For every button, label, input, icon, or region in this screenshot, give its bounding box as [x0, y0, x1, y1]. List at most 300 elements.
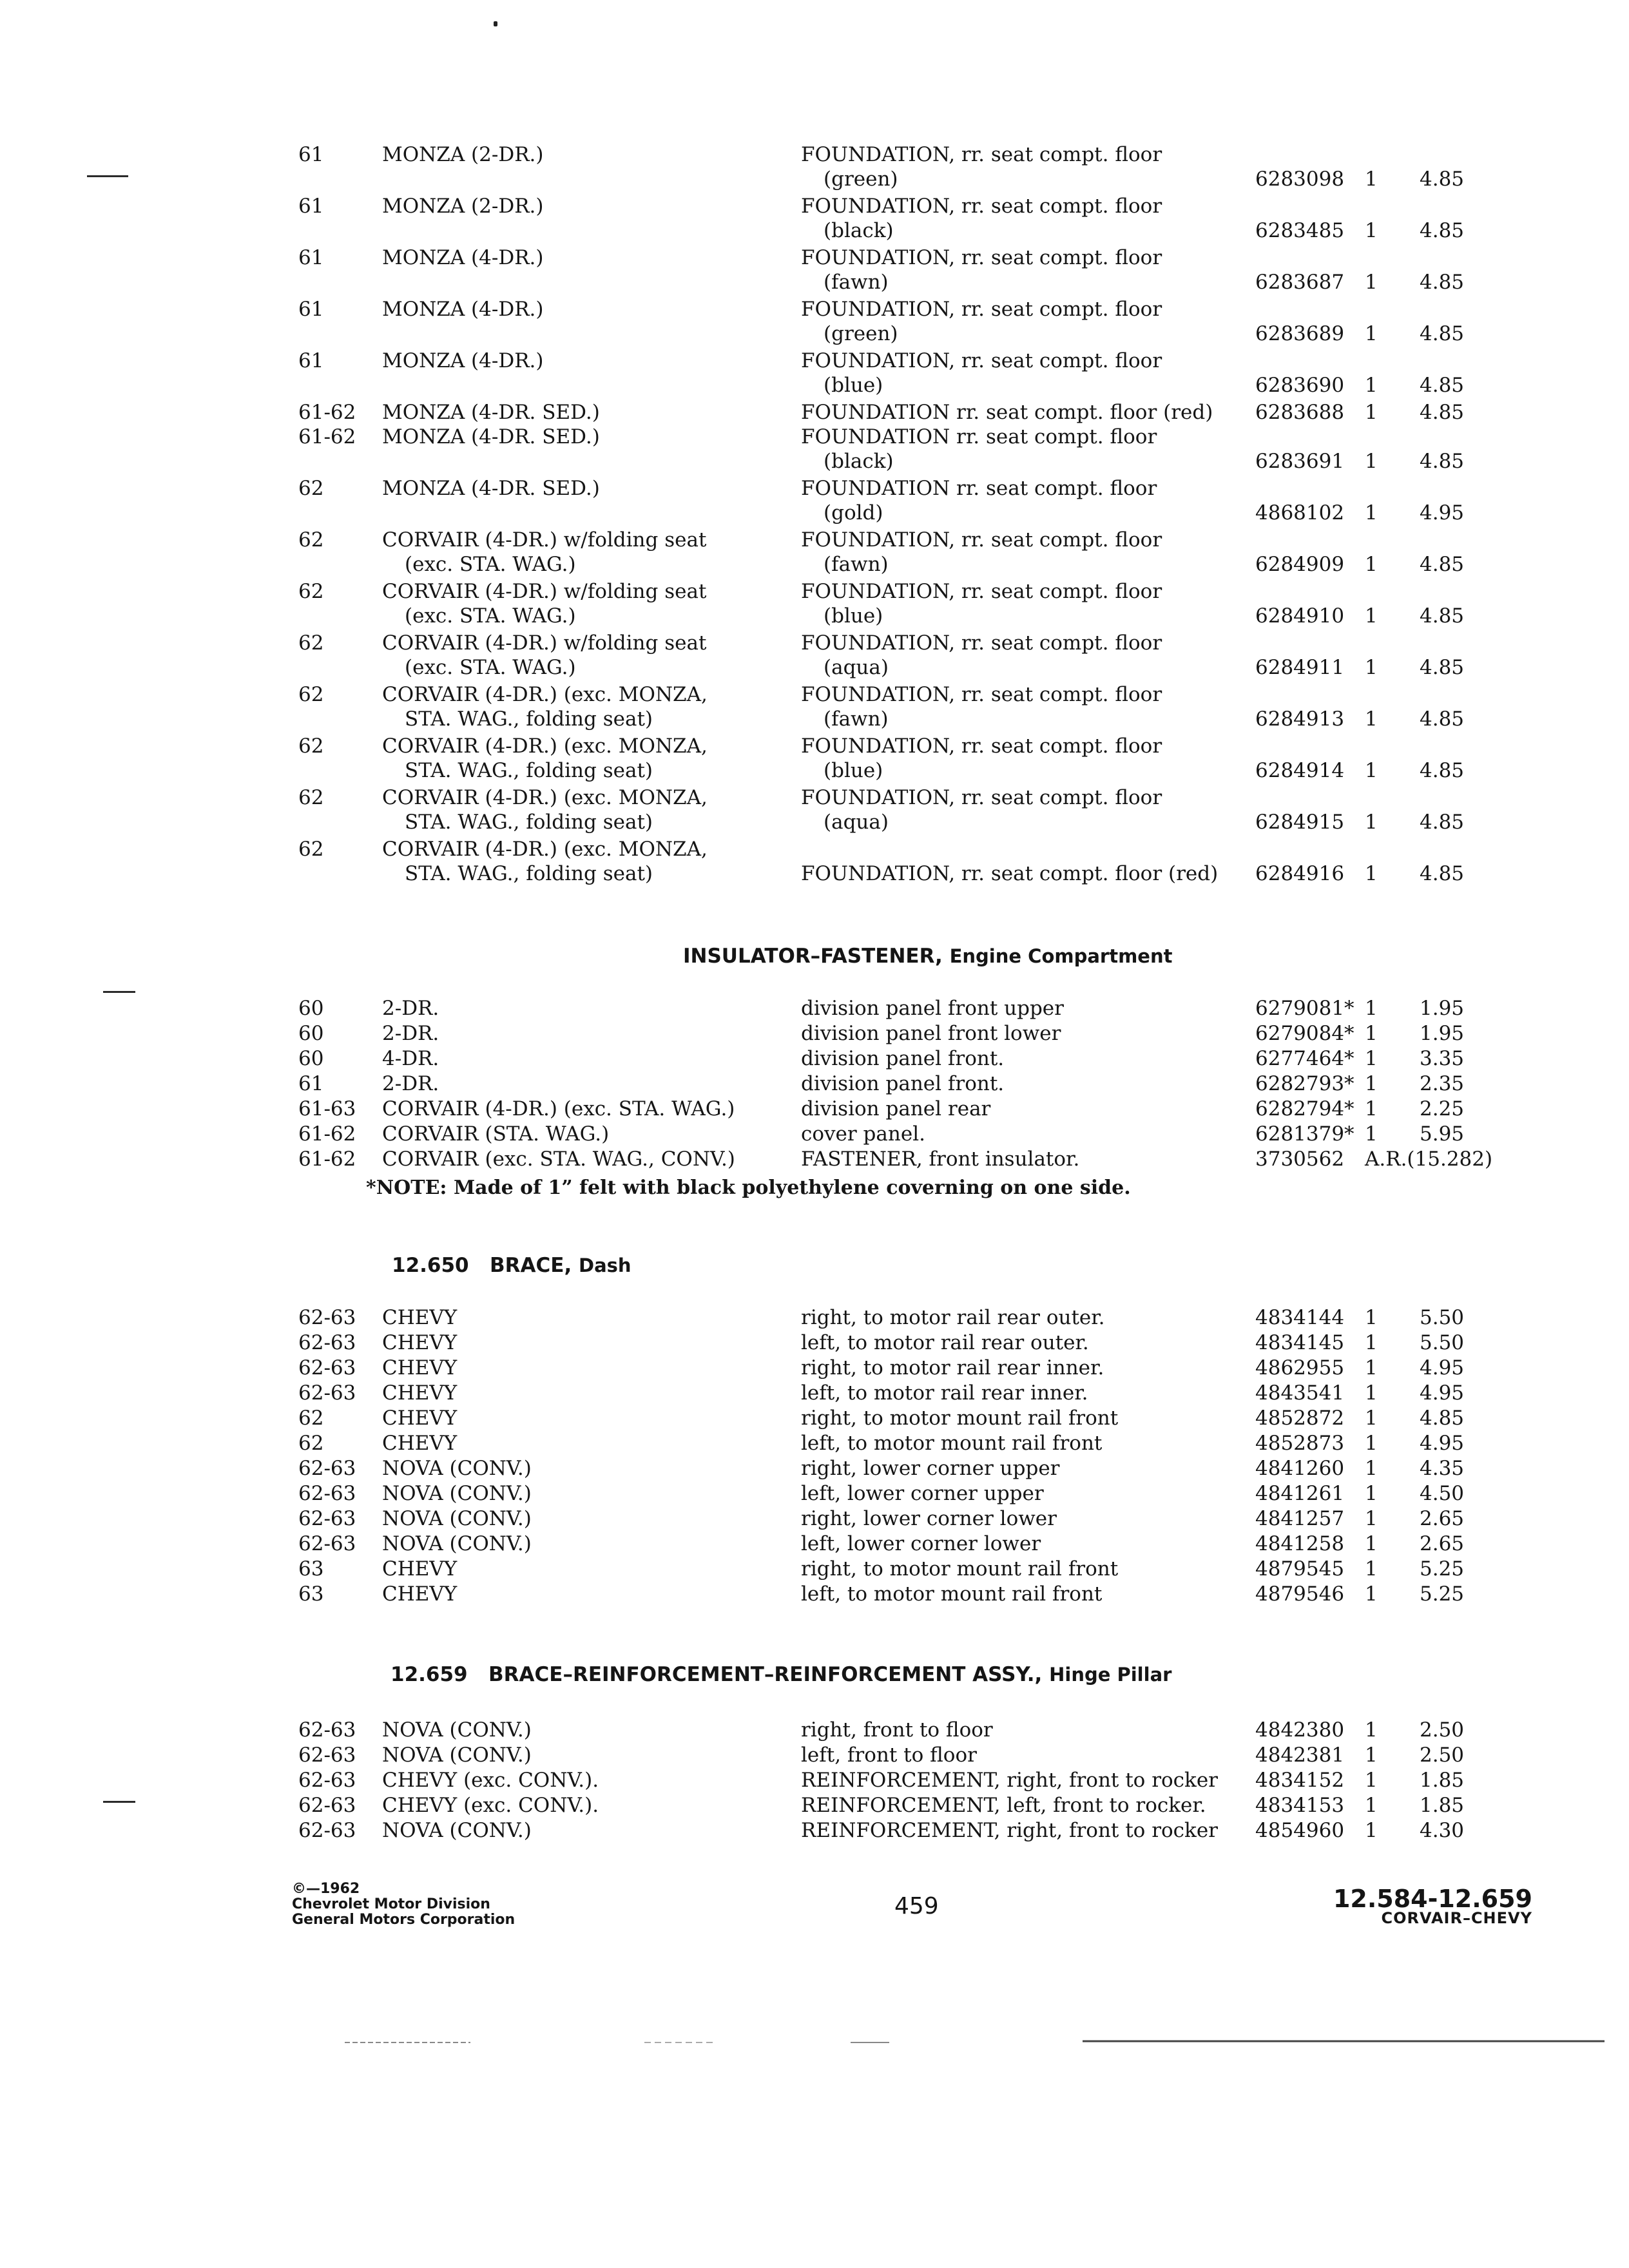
- part-number: 4834153: [1255, 1794, 1345, 1817]
- list-price: 3.35: [1420, 1047, 1465, 1070]
- quantity: 1: [1365, 168, 1378, 191]
- model-year: 62-63: [298, 1532, 356, 1555]
- row-line-2: [0, 809, 1629, 835]
- row-line-1: [0, 1046, 1629, 1072]
- part-description: FOUNDATION, rr. seat compt. floor: [801, 735, 1162, 758]
- model-name: CHEVY: [382, 1331, 458, 1354]
- part-description-cont: (fawn): [824, 271, 889, 294]
- row-line-1: [0, 1021, 1629, 1046]
- part-description-cont: (aqua): [824, 656, 889, 679]
- list-price: 2.50: [1420, 1744, 1465, 1767]
- part-description-cont: (blue): [824, 759, 883, 782]
- list-price: 4.85: [1420, 759, 1465, 782]
- list-price: 4.95: [1420, 501, 1465, 524]
- model-year: 62-63: [298, 1306, 356, 1329]
- list-price: 5.50: [1420, 1306, 1465, 1329]
- model-name: MONZA (4-DR. SED.): [382, 425, 600, 448]
- list-price: 5.50: [1420, 1331, 1465, 1354]
- part-description-cont: (black): [824, 219, 894, 242]
- row-line-2: [0, 372, 1629, 398]
- model-name: NOVA (CONV.): [382, 1482, 532, 1505]
- model-year: 61: [298, 1072, 324, 1095]
- model-name: 2-DR.: [382, 1022, 439, 1045]
- part-number: 6283485: [1255, 219, 1345, 242]
- row-line-1: [0, 733, 1629, 759]
- part-description: right, lower corner lower: [801, 1507, 1057, 1530]
- model-name: CHEVY: [382, 1306, 458, 1329]
- row-line-1: [0, 1481, 1629, 1506]
- row-line-2: [0, 758, 1629, 783]
- model-name: CORVAIR (4-DR.) w/folding seat: [382, 631, 707, 655]
- model-name: MONZA (4-DR.): [382, 349, 544, 372]
- row-line-1: [0, 579, 1629, 604]
- part-number: 6279084*: [1255, 1022, 1354, 1045]
- quantity: 1: [1365, 501, 1378, 524]
- section-title: BRACE–REINFORCEMENT–REINFORCEMENT ASSY.,: [488, 1663, 1043, 1686]
- row-line-1: [0, 785, 1629, 811]
- part-description: right, lower corner upper: [801, 1457, 1060, 1480]
- part-number: 6277464*: [1255, 1047, 1354, 1070]
- model-year: 62: [298, 477, 324, 500]
- model-name-cont: STA. WAG., folding seat): [405, 707, 653, 731]
- section-subtitle: Dash: [579, 1254, 631, 1276]
- part-number: 4841257: [1255, 1507, 1345, 1530]
- row-line-2: [0, 448, 1629, 474]
- list-price: 4.85: [1420, 450, 1465, 473]
- list-price: 5.25: [1420, 1582, 1465, 1606]
- model-year: 61-62: [298, 1148, 356, 1171]
- model-year: 62-63: [298, 1457, 356, 1480]
- section-heading-insulator: [683, 945, 1172, 968]
- list-price: 4.85: [1420, 322, 1465, 345]
- list-price: 4.95: [1420, 1432, 1465, 1455]
- quantity: 1: [1365, 1769, 1378, 1792]
- quantity: 1: [1365, 811, 1378, 834]
- part-description-cont: (fawn): [824, 553, 889, 576]
- part-number: 4842381: [1255, 1744, 1345, 1767]
- section-title: INSULATOR–FASTENER,: [683, 945, 943, 968]
- model-year: 62-63: [298, 1744, 356, 1767]
- part-description: division panel front.: [801, 1047, 1005, 1070]
- section-heading-hinge-pillar: [390, 1663, 1171, 1686]
- quantity: 1: [1365, 1557, 1378, 1581]
- part-description: left, to motor rail rear inner.: [801, 1381, 1088, 1405]
- part-description-cont: (green): [824, 168, 898, 191]
- part-number: 6282793*: [1255, 1072, 1354, 1095]
- row-line-2: [0, 166, 1629, 192]
- part-description: REINFORCEMENT, right, front to rocker: [801, 1819, 1218, 1842]
- quantity: 1: [1365, 1819, 1378, 1842]
- part-number: 6284909: [1255, 553, 1345, 576]
- insulator-note: *NOTE: Made of 1” felt with black polyethylene coverning on one side.: [366, 1177, 1131, 1199]
- model-name: CHEVY: [382, 1381, 458, 1405]
- row-line-1: [0, 1405, 1629, 1431]
- model-year: 62-63: [298, 1356, 356, 1379]
- row-line-1: [0, 1818, 1629, 1843]
- part-number: 4879545: [1255, 1557, 1345, 1581]
- list-price: 4.85: [1420, 374, 1465, 397]
- model-year: 61: [298, 298, 324, 321]
- list-price: 2.25: [1420, 1097, 1465, 1120]
- print-speck: [494, 21, 497, 26]
- part-description: cover panel.: [801, 1122, 925, 1146]
- part-number: 4852873: [1255, 1432, 1345, 1455]
- row-line-2: [0, 552, 1629, 577]
- quantity: 1: [1365, 322, 1378, 345]
- quantity: 1: [1365, 1381, 1378, 1405]
- list-price: 2.35: [1420, 1072, 1465, 1095]
- list-price: 4.85: [1420, 553, 1465, 576]
- model-year: 62: [298, 683, 324, 706]
- model-year: 62: [298, 786, 324, 809]
- row-line-1: [0, 348, 1629, 374]
- quantity: 1: [1365, 1356, 1378, 1379]
- row-line-1: [0, 527, 1629, 553]
- model-year: 61: [298, 143, 324, 166]
- part-number: 4854960: [1255, 1819, 1345, 1842]
- model-name: CHEVY: [382, 1582, 458, 1606]
- part-description: FASTENER, front insulator.: [801, 1148, 1080, 1171]
- part-description: right, to motor mount rail front: [801, 1557, 1119, 1581]
- part-number: 4852872: [1255, 1407, 1345, 1430]
- quantity: 1: [1365, 1432, 1378, 1455]
- model-name: NOVA (CONV.): [382, 1507, 532, 1530]
- part-description: left, to motor mount rail front: [801, 1582, 1103, 1606]
- section-subtitle: Engine Compartment: [949, 945, 1173, 967]
- row-line-1: [0, 1531, 1629, 1557]
- model-year: 62: [298, 838, 324, 861]
- model-year: 61-62: [298, 1122, 356, 1146]
- quantity: 1: [1365, 219, 1378, 242]
- quantity: 1: [1365, 401, 1378, 424]
- list-price: 1.95: [1420, 1022, 1465, 1045]
- part-description: FOUNDATION, rr. seat compt. floor: [801, 143, 1162, 166]
- quantity: 1: [1365, 604, 1378, 628]
- part-number: 6283690: [1255, 374, 1345, 397]
- model-year: 62: [298, 631, 324, 655]
- model-year: 62: [298, 1432, 324, 1455]
- model-name: CHEVY: [382, 1407, 458, 1430]
- model-year: 62-63: [298, 1718, 356, 1742]
- list-price: 5.25: [1420, 1557, 1465, 1581]
- quantity: 1: [1365, 1744, 1378, 1767]
- quantity: 1: [1365, 656, 1378, 679]
- model-name: 4-DR.: [382, 1047, 439, 1070]
- row-line-1: [0, 1071, 1629, 1097]
- model-name-cont: STA. WAG., folding seat): [405, 759, 653, 782]
- row-line-1: [0, 1456, 1629, 1481]
- row-line-1: [0, 245, 1629, 271]
- row-line-1: [0, 682, 1629, 707]
- part-number: 4868102: [1255, 501, 1345, 524]
- list-price: 4.85: [1420, 168, 1465, 191]
- model-year: 62-63: [298, 1769, 356, 1792]
- model-year: 63: [298, 1557, 324, 1581]
- model-year: 62-63: [298, 1794, 356, 1817]
- row-line-1: [0, 193, 1629, 219]
- model-name: NOVA (CONV.): [382, 1718, 532, 1742]
- part-description: left, lower corner upper: [801, 1482, 1044, 1505]
- quantity: 1: [1365, 1022, 1378, 1045]
- row-line-1: [0, 1146, 1629, 1172]
- part-description-cont: (fawn): [824, 707, 889, 731]
- part-description-cont: (blue): [824, 374, 883, 397]
- quantity: 1: [1365, 707, 1378, 731]
- part-number: 4879546: [1255, 1582, 1345, 1606]
- quantity: 1: [1365, 759, 1378, 782]
- model-year: 62-63: [298, 1331, 356, 1354]
- part-description: right, front to floor: [801, 1718, 993, 1742]
- row-line-1: [0, 630, 1629, 656]
- part-number: 4834144: [1255, 1306, 1345, 1329]
- part-number: 4842380: [1255, 1718, 1345, 1742]
- model-year: 62-63: [298, 1507, 356, 1530]
- model-name: MONZA (4-DR.): [382, 246, 544, 269]
- part-number: 6283689: [1255, 322, 1345, 345]
- part-description: division panel front upper: [801, 997, 1064, 1020]
- list-price: 4.30: [1420, 1819, 1465, 1842]
- row-line-1: [0, 476, 1629, 501]
- model-year: 61: [298, 246, 324, 269]
- part-description: FOUNDATION, rr. seat compt. floor: [801, 580, 1162, 603]
- part-description: right, to motor rail rear outer.: [801, 1306, 1105, 1329]
- row-line-1: [0, 1096, 1629, 1122]
- list-price: 4.85: [1420, 604, 1465, 628]
- model-name: NOVA (CONV.): [382, 1457, 532, 1480]
- model-year: 61: [298, 349, 324, 372]
- part-number: 4834152: [1255, 1769, 1345, 1792]
- part-number: 6284914: [1255, 759, 1345, 782]
- list-price: 4.85: [1420, 811, 1465, 834]
- quantity: 1: [1365, 271, 1378, 294]
- model-name: CHEVY (exc. CONV.).: [382, 1794, 599, 1817]
- model-name: MONZA (2-DR.): [382, 143, 544, 166]
- model-year: 62: [298, 1407, 324, 1430]
- list-price: 4.85: [1420, 271, 1465, 294]
- part-description: FOUNDATION rr. seat compt. floor (red): [801, 401, 1213, 424]
- part-description: FOUNDATION, rr. seat compt. floor: [801, 786, 1162, 809]
- model-name: CORVAIR (4-DR.) (exc. MONZA,: [382, 735, 708, 758]
- row-line-1: [0, 1792, 1629, 1818]
- model-name: CORVAIR (exc. STA. WAG., CONV.): [382, 1148, 735, 1171]
- part-description-cont: (blue): [824, 604, 883, 628]
- row-line-2: [0, 655, 1629, 680]
- part-description: division panel front.: [801, 1072, 1005, 1095]
- part-description: left, to motor rail rear outer.: [801, 1331, 1089, 1354]
- row-line-2: [0, 218, 1629, 244]
- group-range: 12.584-12.659: [1333, 1885, 1532, 1913]
- part-number: 4841261: [1255, 1482, 1345, 1505]
- list-price: 4.85: [1420, 219, 1465, 242]
- row-line-2: [0, 269, 1629, 295]
- row-line-2: [0, 603, 1629, 629]
- corporation-name: General Motors Corporation: [292, 1912, 516, 1928]
- part-number: 6284913: [1255, 707, 1345, 731]
- model-year: 60: [298, 1047, 324, 1070]
- quantity: 1: [1365, 1306, 1378, 1329]
- section-number: 12.650: [392, 1254, 469, 1277]
- model-name-cont: (exc. STA. WAG.): [405, 553, 576, 576]
- part-description-cont: (aqua): [824, 811, 889, 834]
- part-number: 6283687: [1255, 271, 1345, 294]
- row-line-1: [0, 995, 1629, 1021]
- row-line-1: [0, 424, 1629, 450]
- model-name: CORVAIR (4-DR.) w/folding seat: [382, 580, 707, 603]
- page-number: 459: [894, 1893, 939, 1919]
- group-label: CORVAIR–CHEVY: [1381, 1909, 1532, 1927]
- quantity: 1: [1365, 374, 1378, 397]
- list-price: 4.85: [1420, 862, 1465, 885]
- list-price: 4.95: [1420, 1356, 1465, 1379]
- part-description: REINFORCEMENT, left, front to rocker.: [801, 1794, 1206, 1817]
- part-description: division panel front lower: [801, 1022, 1061, 1045]
- model-name: NOVA (CONV.): [382, 1819, 532, 1842]
- part-description: left, to motor mount rail front: [801, 1432, 1103, 1455]
- section-heading-brace-dash: [392, 1254, 631, 1277]
- list-price: 4.85: [1420, 656, 1465, 679]
- model-year: 61: [298, 195, 324, 218]
- list-price: 4.95: [1420, 1381, 1465, 1405]
- list-price: 4.50: [1420, 1482, 1465, 1505]
- quantity: 1: [1365, 1122, 1378, 1146]
- quantity: A.R.(15.282): [1365, 1148, 1493, 1171]
- quantity: 1: [1365, 450, 1378, 473]
- model-year: 61-63: [298, 1097, 356, 1120]
- part-number: 6282794*: [1255, 1097, 1354, 1120]
- footer-publisher: [292, 1881, 515, 1928]
- quantity: 1: [1365, 1407, 1378, 1430]
- part-number: 6284915: [1255, 811, 1345, 834]
- list-price: 2.50: [1420, 1718, 1465, 1742]
- row-line-1: [0, 1380, 1629, 1406]
- part-description: division panel rear: [801, 1097, 991, 1120]
- model-name-cont: (exc. STA. WAG.): [405, 604, 576, 628]
- model-name: CORVAIR (4-DR.) w/folding seat: [382, 528, 707, 552]
- model-name: MONZA (4-DR.): [382, 298, 544, 321]
- part-description-cont: (gold): [824, 501, 883, 524]
- part-description-cont: (green): [824, 322, 898, 345]
- list-price: 1.85: [1420, 1794, 1465, 1817]
- part-description: left, front to floor: [801, 1744, 977, 1767]
- part-number: 4862955: [1255, 1356, 1345, 1379]
- part-description: FOUNDATION rr. seat compt. floor: [801, 425, 1157, 448]
- part-number: 4843541: [1255, 1381, 1345, 1405]
- model-name: MONZA (4-DR. SED.): [382, 477, 600, 500]
- part-number: 4834145: [1255, 1331, 1345, 1354]
- part-description: left, lower corner lower: [801, 1532, 1041, 1555]
- row-line-1: [0, 1430, 1629, 1456]
- quantity: 1: [1365, 862, 1378, 885]
- part-description: right, to motor mount rail front: [801, 1407, 1119, 1430]
- model-name: NOVA (CONV.): [382, 1744, 532, 1767]
- part-number: 3730562: [1255, 1148, 1345, 1171]
- model-name: CORVAIR (STA. WAG.): [382, 1122, 610, 1146]
- quantity: 1: [1365, 1507, 1378, 1530]
- row-line-1: [0, 1506, 1629, 1532]
- row-line-2: [0, 706, 1629, 732]
- part-description: FOUNDATION, rr. seat compt. floor: [801, 298, 1162, 321]
- model-year: 62-63: [298, 1482, 356, 1505]
- list-price: 5.95: [1420, 1122, 1465, 1146]
- section-number: 12.659: [390, 1663, 468, 1686]
- part-number: 4841258: [1255, 1532, 1345, 1555]
- row-line-1: [0, 1742, 1629, 1768]
- row-line-1: [0, 1330, 1629, 1356]
- list-price: 1.85: [1420, 1769, 1465, 1792]
- part-description: REINFORCEMENT, right, front to rocker: [801, 1769, 1218, 1792]
- part-description: FOUNDATION, rr. seat compt. floor (red): [801, 862, 1219, 885]
- model-name: CHEVY: [382, 1356, 458, 1379]
- list-price: 4.85: [1420, 401, 1465, 424]
- model-year: 62: [298, 735, 324, 758]
- row-line-2: [0, 861, 1629, 887]
- row-line-1: [0, 296, 1629, 322]
- part-number: 6284910: [1255, 604, 1345, 628]
- division-name: Chevrolet Motor Division: [292, 1896, 490, 1912]
- part-description: FOUNDATION, rr. seat compt. floor: [801, 246, 1162, 269]
- model-year: 61-62: [298, 401, 356, 424]
- part-description: FOUNDATION, rr. seat compt. floor: [801, 683, 1162, 706]
- model-name: CHEVY (exc. CONV.).: [382, 1769, 599, 1792]
- model-name: CORVAIR (4-DR.) (exc. MONZA,: [382, 786, 708, 809]
- part-description: FOUNDATION, rr. seat compt. floor: [801, 528, 1162, 552]
- quantity: 1: [1365, 1072, 1378, 1095]
- row-line-1: [0, 399, 1629, 425]
- row-line-1: [0, 836, 1629, 862]
- row-line-1: [0, 1581, 1629, 1607]
- section-title: BRACE,: [490, 1254, 572, 1277]
- quantity: 1: [1365, 1097, 1378, 1120]
- quantity: 1: [1365, 1047, 1378, 1070]
- margin-mark: [103, 991, 135, 993]
- model-year: 62-63: [298, 1819, 356, 1842]
- list-price: 2.65: [1420, 1507, 1465, 1530]
- part-description: FOUNDATION, rr. seat compt. floor: [801, 195, 1162, 218]
- row-line-1: [0, 1556, 1629, 1582]
- part-number: 6284911: [1255, 656, 1345, 679]
- model-year: 62: [298, 580, 324, 603]
- model-name-cont: STA. WAG., folding seat): [405, 811, 653, 834]
- copyright: ©—1962: [292, 1881, 360, 1897]
- part-description-cont: (black): [824, 450, 894, 473]
- model-name: CORVAIR (4-DR.) (exc. MONZA,: [382, 838, 708, 861]
- row-line-1: [0, 1717, 1629, 1743]
- row-line-1: [0, 1121, 1629, 1147]
- model-name-cont: STA. WAG., folding seat): [405, 862, 653, 885]
- quantity: 1: [1365, 1331, 1378, 1354]
- quantity: 1: [1365, 1532, 1378, 1555]
- quantity: 1: [1365, 553, 1378, 576]
- list-price: 1.95: [1420, 997, 1465, 1020]
- model-name: CORVAIR (4-DR.) (exc. MONZA,: [382, 683, 708, 706]
- part-number: 6283691: [1255, 450, 1345, 473]
- part-description: right, to motor rail rear inner.: [801, 1356, 1104, 1379]
- quantity: 1: [1365, 1482, 1378, 1505]
- quantity: 1: [1365, 1794, 1378, 1817]
- part-description: FOUNDATION, rr. seat compt. floor: [801, 349, 1162, 372]
- list-price: 4.85: [1420, 707, 1465, 731]
- quantity: 1: [1365, 997, 1378, 1020]
- model-year: 62-63: [298, 1381, 356, 1405]
- row-line-2: [0, 321, 1629, 347]
- model-year: 60: [298, 997, 324, 1020]
- part-number: 6279081*: [1255, 997, 1354, 1020]
- model-name: CHEVY: [382, 1557, 458, 1581]
- part-number: 6283688: [1255, 401, 1345, 424]
- part-number: 6281379*: [1255, 1122, 1354, 1146]
- quantity: 1: [1365, 1718, 1378, 1742]
- model-name: 2-DR.: [382, 997, 439, 1020]
